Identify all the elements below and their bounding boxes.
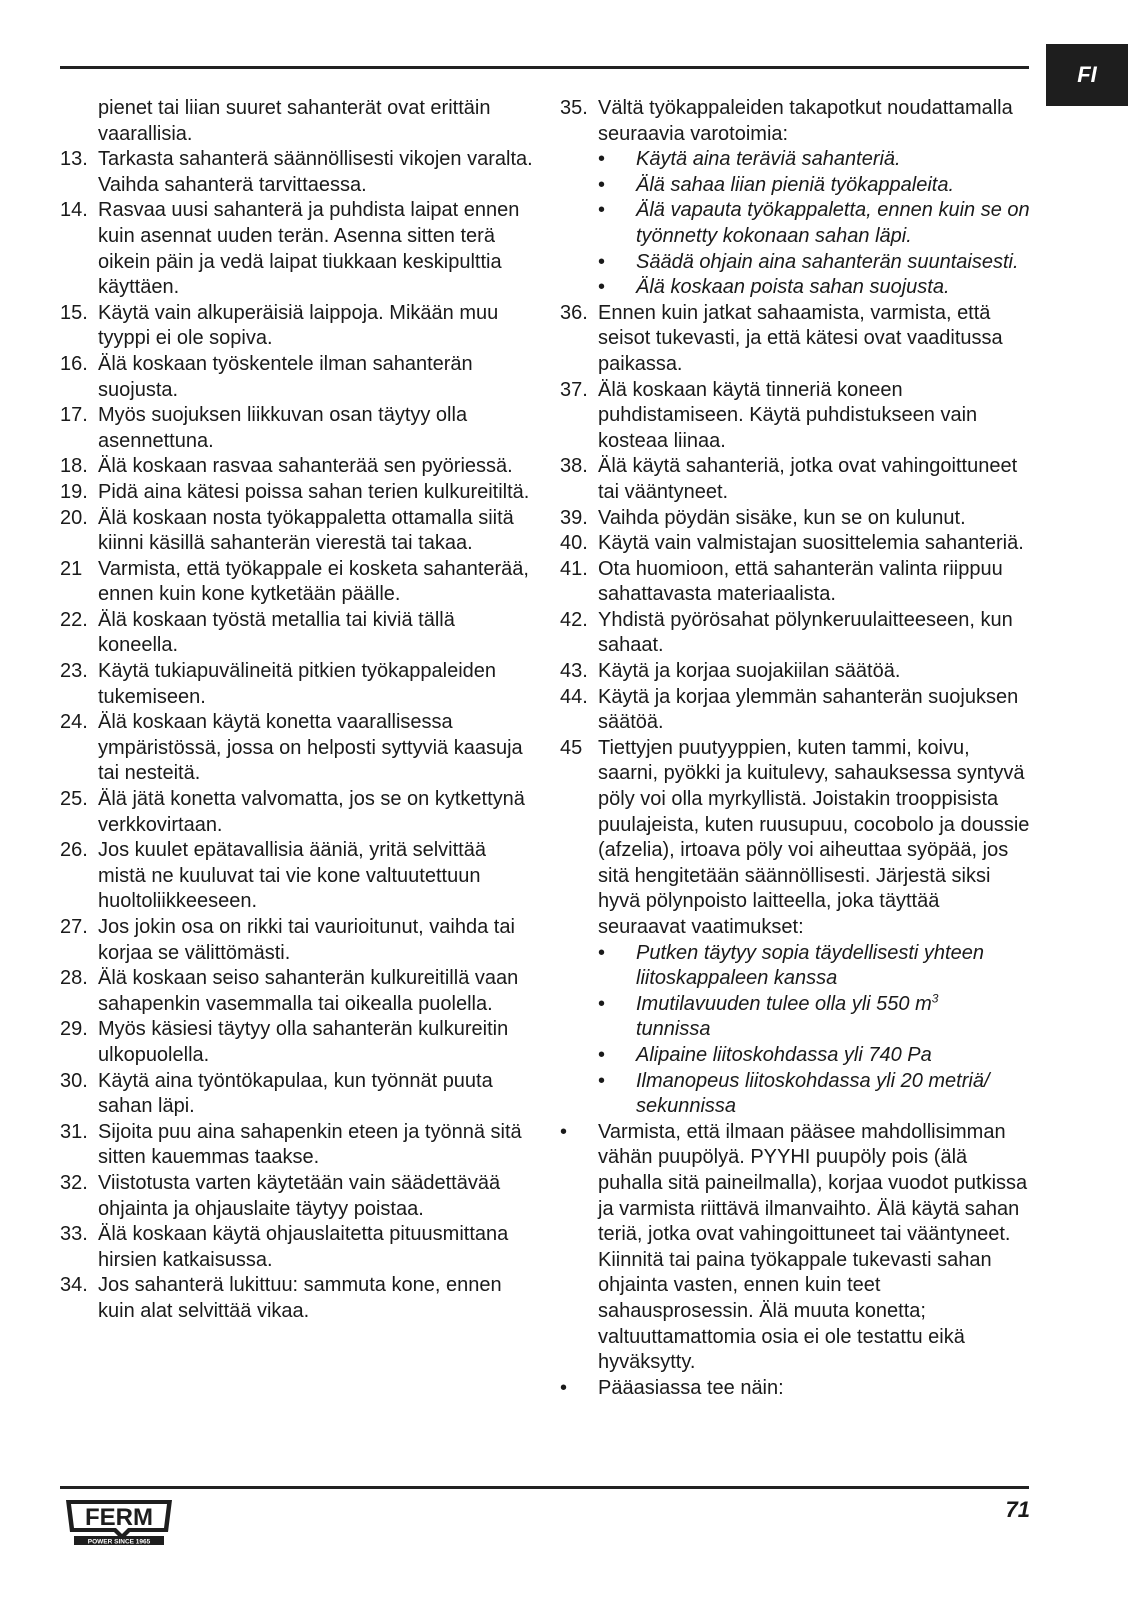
list-item-number: 13. [60, 148, 88, 171]
list-item [560, 378, 1030, 455]
list-item-number: 38. [560, 455, 588, 478]
list-item-text: Älä koskaan nosta työkappaletta ottamalla siitä kiinni käsillä sahanterän vierestä tai takaa. [98, 506, 514, 555]
list-item [60, 1273, 535, 1324]
list-item-text: Älä koskaan käytä ohjauslaitetta pituusmittana hirsien katkaisussa. [98, 1223, 509, 1271]
list-item [560, 608, 1030, 659]
list-item-text: Ennen kuin jatkat sahaamista, varmista, että seisot tukevasti, ja että kätesi ovat vaaditussa paikassa. [598, 301, 1003, 375]
list-item-text: Käytä vain valmistajan suosittelemia sahanteriä. [598, 532, 1024, 555]
list-item-text: pienet tai liian suuret sahanterät ovat erittäin vaarallisia. [98, 97, 491, 145]
list-item-text: Älä jätä konetta valvomatta, jos se on kytkettynä verkkovirtaan. [98, 788, 525, 836]
list-item [60, 480, 535, 506]
bullet-icon: • [598, 250, 606, 273]
sub-bullet-text: Älä vapauta työkappaletta, ennen kuin se on työnnetty kokonaan sahan läpi. [636, 199, 1030, 247]
list-item [60, 1222, 535, 1273]
list-item-number: 45 [560, 736, 583, 759]
list-item-number: 40. [560, 532, 588, 555]
list-item-number: 26. [60, 839, 88, 862]
sub-bullet [560, 173, 1030, 199]
list-item [60, 710, 535, 787]
list-item-text: Tiettyjen puutyyppien, kuten tammi, koivu, saarni, pyökki ja kuitulevy, sahauksessa syntyvä pöly voi olla myrkyllistä. Joistakin trooppisista puulajeista, kuten ruusupuu, cocobolo ja doussie (afzelia), irtoava pöly voi aiheuttaa syöpää, jos sitä hengitetään säännöllisesti. Järjestä siksi hyvä pölynpoisto laitteella, joka täyttää seuraavat vaatimukset: [598, 736, 1030, 938]
list-item-number: 29. [60, 1018, 88, 1041]
left-column [60, 96, 535, 1325]
sub-bullet-text: Säädä ohjain aina sahanterän suuntaisesti. [636, 250, 1019, 273]
bullet-text: Pääasiassa tee näin: [598, 1376, 784, 1399]
list-item-text: Älä koskaan rasvaa sahanterää sen pyöriessä. [98, 455, 513, 478]
list-item [560, 557, 1030, 608]
list-item-text: Käytä vain alkuperäisiä laippoja. Mikään muu tyyppi ei ole sopiva. [98, 301, 499, 350]
list-item-text: Käytä tukiapuvälineitä pitkien työkappaleiden tukemiseen. [98, 660, 497, 708]
list-item [60, 915, 535, 966]
bullet-item [560, 1376, 1030, 1402]
list-item [60, 454, 535, 480]
list-item-text: Rasvaa uusi sahanterä ja puhdista laipat ennen kuin asennat uuden terän. Asenna sitten terä oikein päin ja vedä laipat tiukkaan keskipulttia käyttäen. [98, 199, 520, 299]
list-item [60, 557, 535, 608]
list-item-text: Yhdistä pyörösahat pölynkeruulaitteeseen, kun sahaat. [598, 608, 1013, 657]
list-item-text: Käytä aina työntökapulaa, kun työnnät puuta sahan läpi. [98, 1069, 493, 1118]
list-item [560, 301, 1030, 378]
sub-bullet [560, 1043, 1030, 1069]
bullet-icon: • [598, 276, 606, 299]
superscript: 3 [931, 991, 939, 1006]
list-item-number: 32. [60, 1171, 88, 1194]
list-item [60, 198, 535, 300]
sub-bullet [560, 941, 1030, 992]
list-item-text: Älä koskaan käytä konetta vaarallisessa ympäristössä, jossa on helposti syttyviä kaasuja tai nesteitä. [98, 711, 523, 785]
list-item-number: 44. [560, 685, 588, 708]
sub-bullet [560, 198, 1030, 249]
list-item-text: Älä koskaan käytä tinneriä koneen puhdistamiseen. Käytä puhdistukseen vain kosteaa liinaa. [598, 378, 978, 452]
sub-bullet-text: Putken täytyy sopia täydellisesti yhteen liitoskappaleen kanssa [636, 941, 984, 990]
language-tab: FI [1046, 44, 1128, 106]
sub-bullet [560, 147, 1030, 173]
sub-bullet-text: Ilmanopeus liitoskohdassa yli 20 metriä/ sekunnissa [636, 1069, 990, 1118]
list-item-text: Myös käsiesi täytyy olla sahanterän kulkureitin ulkopuolella. [98, 1018, 509, 1066]
bullet-icon: • [598, 173, 606, 196]
list-item-number: 28. [60, 967, 88, 990]
footer-rule [60, 1486, 1029, 1489]
right-column [560, 96, 1030, 1401]
page-number: 71 [1005, 1497, 1030, 1522]
sub-bullet-text: tunnissa [636, 1018, 711, 1041]
sub-bullet-text: Älä koskaan poista sahan suojusta. [636, 276, 950, 299]
list-item [560, 454, 1030, 505]
list-item-number: 43. [560, 660, 588, 683]
bullet-text: Varmista, että ilmaan pääsee mahdollisimman vähän puupölyä. PYYHI puupöly pois (älä puhalla sitä paineilmalla), korjaa vuodot putkissa ja varmista riittävä ilmanvaihto. Älä käytä sahan teriä, jotka ovat vahingoittuneet tai vääntyneet. Kiinnitä tai paina työkappale tukevasti sahan ohjainta vasten, ennen kuin teet sahausprosessin. Älä muuta konetta; valtuuttamattomia osia ei ole testattu eikä hyväksytty. [598, 1120, 1028, 1374]
list-item-number: 19. [60, 480, 88, 503]
list-item-number: 15. [60, 301, 88, 324]
list-item [60, 1069, 535, 1120]
sub-bullet [560, 1069, 1030, 1120]
bullet-icon: • [560, 1120, 568, 1143]
ferm-logo-tagline: POWER SINCE 1965 [87, 1538, 151, 1546]
list-item [60, 787, 535, 838]
list-item-text: Vaihda pöydän sisäke, kun se on kulunut. [598, 506, 966, 529]
list-item-35 [560, 96, 1030, 147]
list-item-text: Jos kuulet epätavallisia ääniä, yritä selvittää mistä ne kuuluvat tai vie kone valtuutettuun huoltoliikkeeseen. [98, 839, 486, 913]
list-item-text: Vältä työkappaleiden takapotkut noudattamalla seuraavia varotoimia: [598, 97, 1013, 145]
list-item-number: 35. [560, 97, 588, 119]
list-item-number: 37. [560, 378, 588, 401]
list-item [60, 301, 535, 352]
list-item-text: Viistotusta varten käytetään vain säädettävää ohjainta ja ohjauslaite täytyy poistaa. [98, 1171, 501, 1220]
list-item [60, 659, 535, 710]
list-item-number: 14. [60, 199, 88, 222]
bullet-icon: • [598, 1069, 606, 1092]
sub-bullet-text: Käytä aina teräviä sahanteriä. [636, 148, 901, 171]
list-item-number: 27. [60, 916, 88, 938]
list-item-number: 25. [60, 788, 88, 811]
list-item-text: Käytä ja korjaa ylemmän sahanterän suojuksen säätöä. [598, 685, 1019, 734]
list-item-number: 42. [560, 608, 588, 631]
list-item-number: 18. [60, 455, 88, 478]
list-item [60, 608, 535, 659]
list-item-number: 16. [60, 352, 88, 375]
list-item-number: 23. [60, 660, 88, 683]
list-item-text: Älä koskaan työskentele ilman sahanterän suojusta. [98, 352, 473, 401]
list-item [560, 506, 1030, 532]
list-item [60, 1171, 535, 1222]
sub-bullet-text-airflow [636, 992, 1030, 1043]
list-item [560, 659, 1030, 685]
list-item [560, 685, 1030, 736]
bullet-icon: • [598, 941, 606, 964]
list-item [60, 1120, 535, 1171]
sub-bullet-text: Imutilavuuden tulee olla yli 550 m [636, 992, 932, 1015]
list-item-number: 33. [60, 1223, 88, 1246]
bullet-icon: • [598, 148, 606, 171]
list-item-number: 21 [60, 557, 83, 580]
bullet-icon: • [560, 1376, 568, 1399]
sub-bullet [560, 275, 1030, 301]
list-item-number: 41. [560, 557, 588, 580]
list-item-text: Käytä ja korjaa suojakiilan säätöä. [598, 660, 901, 683]
list-item-45 [560, 736, 1030, 941]
list-item-text: Älä koskaan seiso sahanterän kulkureitillä vaan sahapenkin vasemmalla tai oikealla puolella. [98, 967, 519, 1015]
list-item-text: Ota huomioon, että sahanterän valinta riippuu sahattavasta materiaalista. [598, 557, 1003, 606]
bullet-icon: • [598, 992, 606, 1015]
list-item-number: 17. [60, 404, 88, 427]
list-item-text: Älä koskaan työstä metallia tai kiviä tällä koneella. [98, 608, 455, 657]
list-item-text: Älä käytä sahanteriä, jotka ovat vahingoittuneet tai vääntyneet. [598, 455, 1018, 503]
list-item-text: Pidä aina kätesi poissa sahan terien kulkureitiltä. [98, 480, 530, 503]
list-item-number: 24. [60, 711, 88, 734]
bullet-icon: • [598, 199, 606, 222]
bullet-item [560, 1120, 1030, 1376]
sub-bullet-text: Alipaine liitoskohdassa yli 740 Pa [636, 1043, 932, 1066]
ferm-logo-text: FERM [85, 1504, 153, 1531]
list-item [560, 531, 1030, 557]
list-item-text: Myös suojuksen liikkuvan osan täytyy olla asennettuna. [98, 404, 468, 452]
list-item-number: 31. [60, 1120, 88, 1143]
list-item-number: 34. [60, 1274, 88, 1297]
list-item [60, 147, 535, 198]
ferm-logo [60, 1496, 178, 1546]
list-item [60, 838, 535, 915]
list-item-text: Varmista, että työkappale ei kosketa sahanterää, ennen kuin kone kytketään päälle. [98, 557, 529, 606]
list-item [60, 403, 535, 454]
list-item [60, 1017, 535, 1068]
list-item-number: 36. [560, 301, 588, 324]
list-item [60, 352, 535, 403]
list-item-text: Tarkasta sahanterä säännöllisesti vikojen varalta. Vaihda sahanterä tarvittaessa. [98, 148, 533, 196]
header-rule [60, 66, 1029, 69]
list-item-number: 39. [560, 506, 588, 529]
list-item [60, 966, 535, 1017]
list-item-text: Jos jokin osa on rikki tai vaurioitunut, vaihda tai korjaa se välittömästi. [98, 916, 515, 964]
list-item-text: Sijoita puu aina sahapenkin eteen ja työnnä sitä sitten kauemmas taakse. [98, 1120, 522, 1169]
bullet-icon: • [598, 1043, 606, 1066]
list-item-text: Jos sahanterä lukittuu: sammuta kone, ennen kuin alat selvittää vikaa. [98, 1274, 502, 1322]
sub-bullet [560, 250, 1030, 276]
list-item [60, 506, 535, 557]
list-item-number: 22. [60, 608, 88, 631]
list-item-number: 30. [60, 1069, 88, 1092]
sub-bullet [560, 992, 1030, 1043]
sub-bullet-text: Älä sahaa liian pieniä työkappaleita. [636, 173, 954, 196]
list-item-number: 20. [60, 506, 88, 529]
list-item-continuation [60, 96, 535, 147]
